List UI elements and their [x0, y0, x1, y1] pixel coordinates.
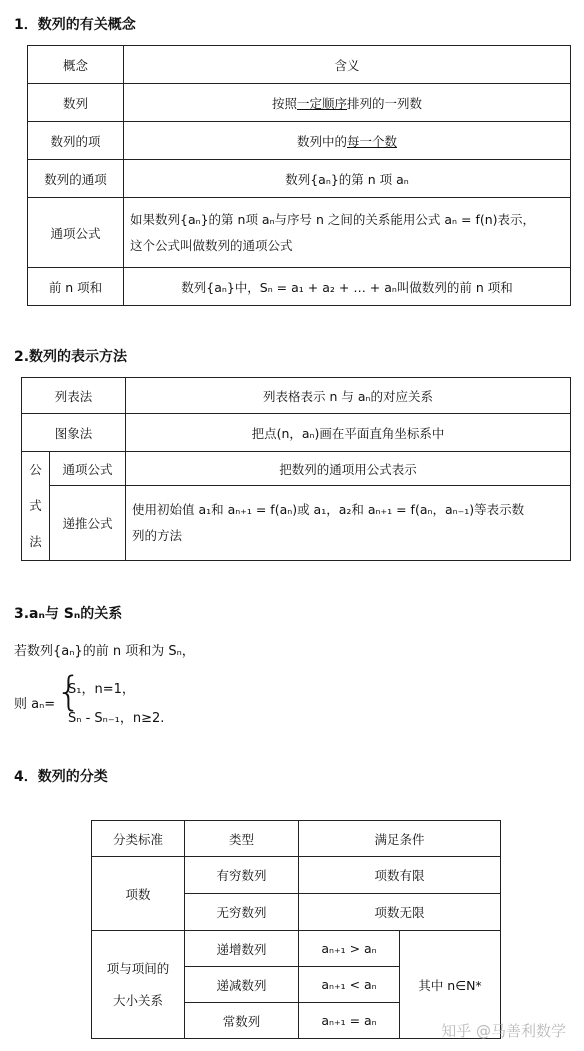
classification-table: [91, 820, 501, 1039]
def-general-item: 数列{aₙ}的第 n 项 aₙ: [124, 160, 571, 198]
representation-table: [21, 377, 571, 561]
method-general-formula: 通项公式: [50, 452, 126, 486]
desc-recursive-formula: 使用初始值 a₁和 aₙ₊₁ = f(aₙ)或 a₁，a₂和 aₙ₊₁ = f(aₙ，aₙ₋₁)等表示数 列的方法: [126, 486, 571, 561]
piecewise-brace: {: [56, 669, 82, 715]
section1-heading: 1．数列的有关概念: [14, 17, 136, 33]
col-header-concept: 概念: [28, 46, 124, 84]
concept-table: [27, 45, 571, 306]
def-item: 数列中的每一个数: [124, 122, 571, 160]
type-infinite: 无穷数列: [185, 894, 299, 931]
type-increasing: 递增数列: [185, 931, 299, 967]
desc-general-formula: 把数列的通项用公式表示: [126, 452, 571, 486]
col-header-criterion: 分类标准: [92, 821, 185, 857]
group-order: 项与项间的 大小关系: [92, 931, 185, 1039]
term-partial-sum: 前 n 项和: [28, 268, 124, 306]
col-header-meaning: 含义: [124, 46, 571, 84]
desc-graph: 把点(n，aₙ)画在平面直角坐标系中: [126, 414, 571, 452]
section3-premise: 若数列{aₙ}的前 n 项和为 Sₙ，: [14, 644, 195, 659]
watermark: 知乎 @马善利数学: [441, 1022, 566, 1040]
section4-heading: 4．数列的分类: [14, 769, 108, 785]
piecewise-case1: S₁，n=1，: [68, 682, 135, 697]
def-sequence: 按照一定顺序排列的一列数: [124, 84, 571, 122]
cond-infinite: 项数无限: [299, 894, 501, 931]
method-table: 列表法: [22, 378, 126, 414]
def-sequence-key: 一定顺序: [296, 95, 347, 111]
cond-increasing: aₙ₊₁ > aₙ: [299, 931, 400, 967]
col-header-condition: 满足条件: [299, 821, 501, 857]
def-item-key: 每一个数: [347, 133, 398, 149]
desc-table: 列表格表示 n 与 aₙ的对应关系: [126, 378, 571, 414]
def-partial-sum: 数列{aₙ}中，Sₙ = a₁ + a₂ + … + aₙ叫做数列的前 n 项和: [124, 268, 571, 306]
group-count: 项数: [92, 857, 185, 931]
cond-note: 其中 n∈N*: [400, 931, 501, 1039]
section3-prefix: 则 aₙ=: [14, 697, 56, 712]
term-general-formula: 通项公式: [28, 198, 124, 268]
section2-heading: 2.数列的表示方法: [14, 349, 128, 365]
def-general-formula: [124, 198, 571, 268]
cond-decreasing: aₙ₊₁ < aₙ: [299, 967, 400, 1003]
type-decreasing: 递减数列: [185, 967, 299, 1003]
term-general-item: 数列的通项: [28, 160, 124, 198]
cond-constant: aₙ₊₁ = aₙ: [299, 1003, 400, 1039]
section3-heading: 3.aₙ与 Sₙ的关系: [14, 606, 123, 622]
method-recursive-formula: 递推公式: [50, 486, 126, 561]
type-constant: 常数列: [185, 1003, 299, 1039]
piecewise-case2: Sₙ - Sₙ₋₁，n≥2.: [68, 711, 165, 726]
col-header-type: 类型: [185, 821, 299, 857]
def-general-formula-line2: 这个公式叫做数列的通项公式: [130, 237, 293, 253]
term-item: 数列的项: [28, 122, 124, 160]
type-finite: 有穷数列: [185, 857, 299, 894]
def-general-formula-line1: 如果数列{aₙ}的第 n项 aₙ与序号 n 之间的关系能用公式 aₙ = f(n)表示，: [130, 211, 536, 227]
cond-finite: 项数有限: [299, 857, 501, 894]
method-graph: 图象法: [22, 414, 126, 452]
term-sequence: 数列: [28, 84, 124, 122]
formula-group-label: 公 式 法: [22, 452, 50, 561]
